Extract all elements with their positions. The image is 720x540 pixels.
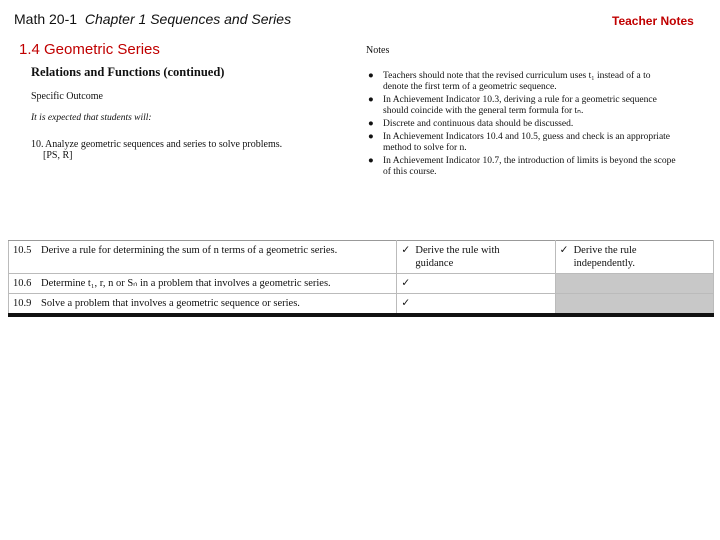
note-item: ● Discrete and continuous data should be discussed. — [368, 119, 574, 129]
guided-cell — [397, 274, 555, 294]
note-item: ● Teachers should note that the revised curriculum uses t₁ instead of a to denote the first term of a geometric sequence. — [368, 71, 651, 92]
specific-outcome-label: Specific Outcome — [31, 91, 103, 102]
indicator-code: 10.5 — [13, 245, 32, 256]
independent-cell: ✓ Derive the rule independently. — [555, 241, 713, 274]
outcome-number: 10. — [31, 139, 44, 150]
check-icon: ✓ — [559, 245, 569, 256]
bullet-icon: ● — [368, 95, 374, 105]
course-name: Math 20-1 — [14, 11, 78, 27]
bullet-icon: ● — [368, 132, 374, 142]
indicator-text: Derive a rule for determining the sum of n terms of a geometric series. — [41, 245, 338, 256]
indicator-code: 10.6 — [13, 278, 32, 289]
page-header — [14, 11, 291, 27]
note-item: ● In Achievement Indicators 10.4 and 10.5, guess and check is an appropriate method to solve for n. — [368, 132, 671, 153]
indicator-cell — [9, 274, 397, 294]
shaded-cell — [555, 274, 713, 294]
outcome-heading: Relations and Functions (continued) — [31, 65, 225, 79]
shaded-cell — [555, 294, 713, 316]
table-row — [9, 241, 714, 274]
indicator-cell — [9, 294, 397, 316]
indicator-text: Solve a problem that involves a geometric sequence or series. — [41, 298, 300, 309]
outcome-text: Analyze geometric sequences and series to solve problems. — [45, 139, 283, 150]
indicator-text: Determine t₁, r, n or Sₙ in a problem that involves a geometric series. — [41, 278, 331, 289]
notes-list — [366, 71, 676, 180]
teacher-notes-label: Teacher Notes — [612, 14, 694, 28]
indicator-cell — [9, 241, 397, 274]
notes-heading: Notes — [366, 45, 390, 56]
outcome-codes: [PS, R] — [43, 150, 73, 161]
check-icon: ✓ — [401, 298, 411, 309]
indicator-code: 10.9 — [13, 298, 32, 309]
outcome-statement — [31, 139, 282, 161]
guided-cell — [397, 294, 555, 316]
bullet-icon: ● — [368, 119, 374, 129]
chapter-title: Chapter 1 Sequences and Series — [84, 11, 292, 27]
table-row — [9, 274, 714, 294]
bullet-icon: ● — [368, 156, 374, 166]
bullet-icon: ● — [368, 71, 374, 81]
table-row — [9, 294, 714, 316]
indicators-table — [8, 240, 714, 317]
check-icon: ✓ — [401, 278, 411, 289]
expected-statement: It is expected that students will: — [31, 113, 152, 123]
section-title: 1.4 Geometric Series — [19, 41, 160, 58]
note-item: ● In Achievement Indicator 10.3, deriving a rule for a geometric sequence should coincide with the general term formula for tₙ. — [368, 95, 657, 116]
note-item: ● In Achievement Indicator 10.7, the introduction of limits is beyond the scope of this course. — [368, 156, 676, 177]
guided-cell: ✓ Derive the rule with guidance — [397, 241, 555, 274]
check-icon: ✓ — [401, 245, 411, 256]
